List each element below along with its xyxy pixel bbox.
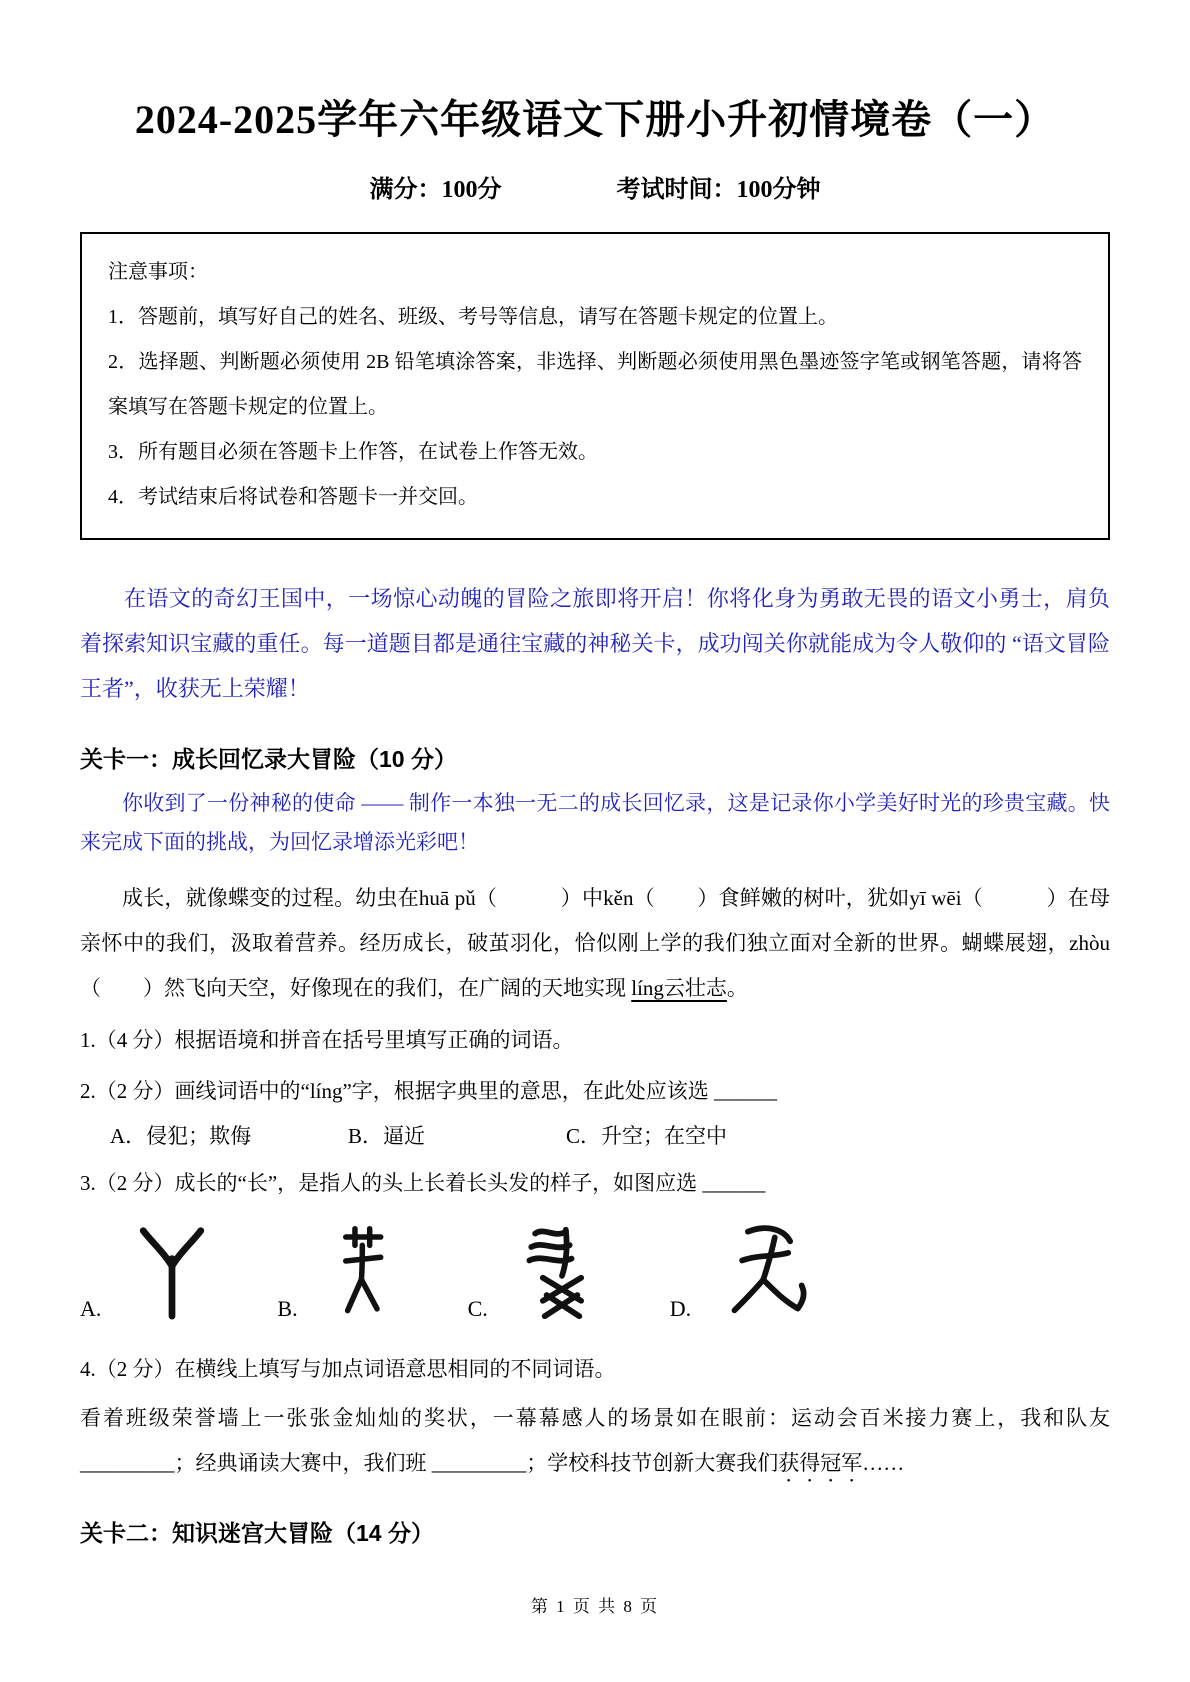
notice-item: 1．答题前，填写好自己的姓名、班级、考号等信息，请写在答题卡规定的位置上。 [108, 306, 838, 328]
choice-a [80, 1224, 221, 1320]
intro-paragraph: 在语文的奇幻王国中，一场惊心动魄的冒险之旅即将开启！你将化身为勇敢无畏的语文小勇士，肩负着探索知识宝藏的重任。每一道题目都是通往宝藏的神秘关卡，成功闯关你就能成为令人敬仰的 “语文冒险王者”，收获无上荣耀！ [80, 586, 1110, 702]
passage-underlined-word: líng云壮志 [631, 976, 727, 1001]
exam-time-label: 考试时间：100分钟 [616, 177, 821, 203]
option-c: C．升空；在空中 [566, 1123, 728, 1148]
notice-box [80, 232, 1110, 540]
passage-after: 。 [726, 976, 748, 1001]
question-4: 4.（2 分）在横线上填写与加点词语意思相同的不同词语。 [80, 1356, 616, 1381]
page-footer: 第 1 页 共 8 页 [530, 1597, 660, 1617]
section1-mission: 你收到了一份神秘的使命 —— 制作一本独一无二的成长回忆录，这是记录你小学美好时光的珍贵宝藏。快来完成下面的挑战，为回忆录增添光彩吧！ [80, 791, 1110, 855]
oracle-glyph-d-icon [713, 1224, 825, 1320]
page-title: 2024-2025学年六年级语文下册小升初情境卷（一） [134, 97, 1056, 142]
choice-a-label: A. [80, 1295, 102, 1321]
passage-before: 成长，就像蝶变的过程。幼虫在huā pǔ（ ）中kěn（ ）食鲜嫩的树叶，犹如yī wēi（ ）在母亲怀中的我们，汲取着营养。经历成长，破茧羽化，恰似刚上学的我们独立面对全新的世界。蝴蝶展翅，zhòu（ ）然飞向天空，好像现在的我们，在广阔的天地实现 [80, 885, 1110, 1001]
passage-paragraph [80, 876, 1110, 1011]
question-2-options [80, 1120, 1110, 1150]
choice-c-label: C. [467, 1295, 488, 1321]
exam-page [80, 88, 1110, 1617]
choice-b [277, 1224, 411, 1320]
notice-item: 2．选择题、判断题必须使用 2B 铅笔填涂答案，非选择、判断题必须使用黑色墨迹签字笔或钢笔答题，请将答案填写在答题卡规定的位置上。 [108, 351, 1082, 418]
oracle-glyph-a-icon [123, 1224, 221, 1320]
question-1: 1.（4 分）根据语境和拼音在括号里填写正确的词语。 [80, 1028, 574, 1053]
question-2: 2.（2 分）画线词语中的“líng”字，根据字典里的意思，在此处应该选 ______ [80, 1078, 778, 1103]
full-score-label: 满分：100分 [369, 177, 502, 203]
oracle-glyph-b-icon [320, 1224, 412, 1320]
question-3-choices [80, 1224, 1110, 1320]
q4-after: …… [862, 1451, 905, 1476]
option-b: B．逼近 [348, 1123, 426, 1148]
option-a: A．侵犯；欺侮 [110, 1123, 252, 1148]
choice-c [468, 1224, 614, 1320]
choice-d [670, 1224, 825, 1320]
choice-d-label: D. [669, 1295, 692, 1321]
notice-title: 注意事项： [108, 261, 208, 283]
exam-meta [80, 169, 1110, 204]
oracle-glyph-c-icon [510, 1224, 614, 1320]
q4-dotted-phrase: 获得冠军 [778, 1451, 863, 1476]
q4-before: 看着班级荣誉墙上一张张金灿灿的奖状，一幕幕感人的场景如在眼前：运动会百米接力赛上，我和队友 _________；经典诵读大赛中，我们班 _________；学校科技节创新大赛我们 [80, 1406, 1110, 1476]
notice-item: 3．所有题目必须在答题卡上作答，在试卷上作答无效。 [108, 441, 598, 463]
notice-item: 4．考试结束后将试卷和答题卡一并交回。 [108, 486, 478, 508]
section2-heading: 关卡二：知识迷宫大冒险（14 分） [80, 1520, 434, 1547]
section1-heading: 关卡一：成长回忆录大冒险（10 分） [80, 746, 457, 773]
question-3: 3.（2 分）成长的“长”，是指人的头上长着长头发的样子，如图应选 ______ [80, 1170, 766, 1195]
choice-b-label: B. [277, 1295, 298, 1321]
question-4-text [80, 1396, 1110, 1487]
